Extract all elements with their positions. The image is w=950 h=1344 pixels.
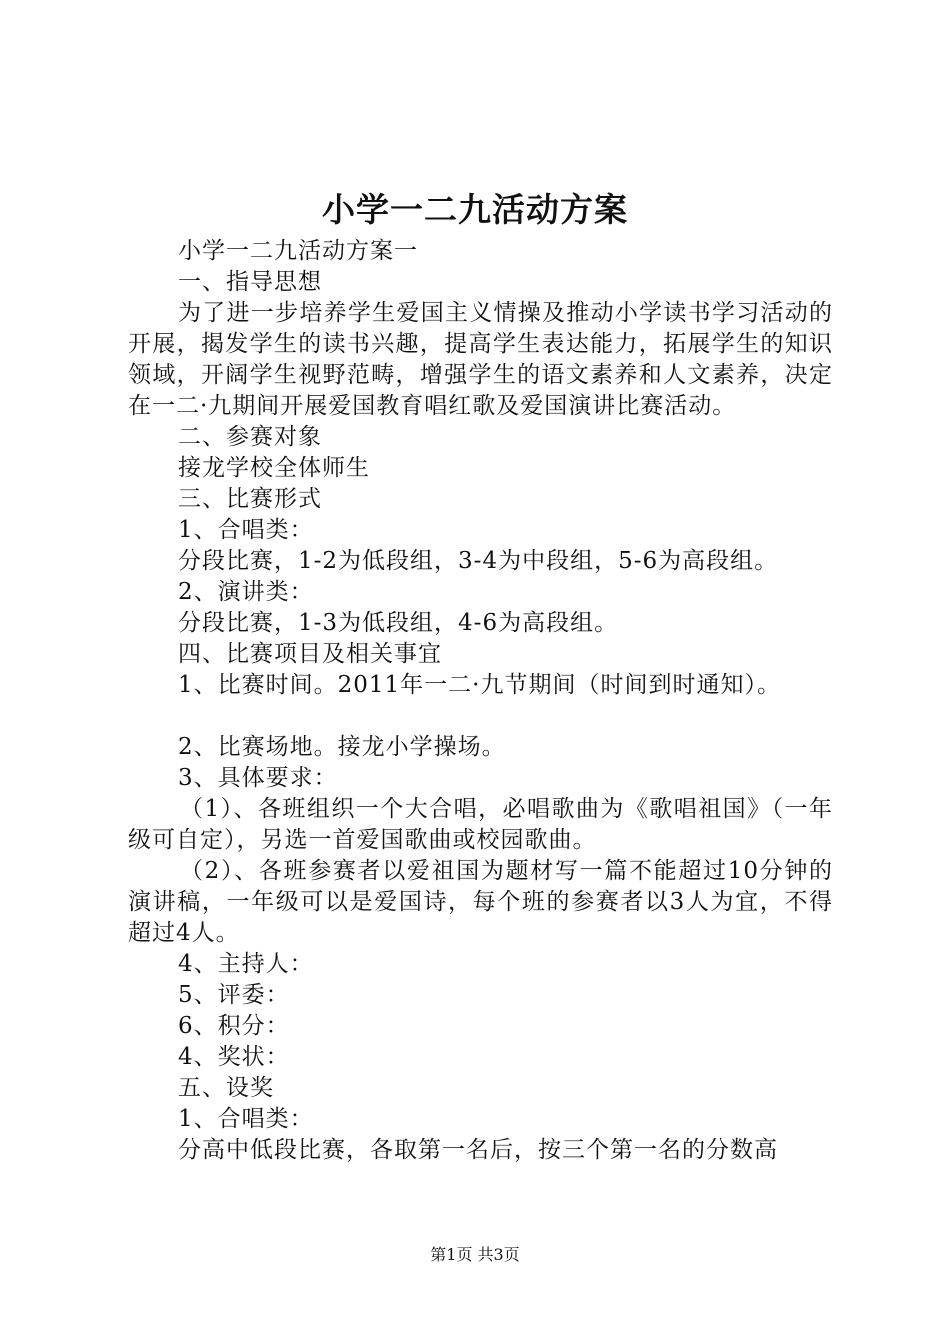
item-competition-time: 1、比赛时间。2011年一二·九节期间（时间到时通知）。 xyxy=(178,672,781,698)
paragraph-chorus-groups: 分段比赛，1-2为低段组，3-4为中段组，5-6为高段组。 xyxy=(178,548,779,574)
page-footer: 第1页 共3页 xyxy=(430,1245,520,1264)
document-body xyxy=(128,236,833,1166)
item-competition-venue: 2、比赛场地。接龙小学操场。 xyxy=(178,734,506,760)
item-specific-requirements: 3、具体要求： xyxy=(178,765,338,791)
paragraph-requirement-1: （1）、各班组织一个大合唱，必唱歌曲为《歌唱祖国》（一年级可自定），另选一首爱国歌曲或校园歌曲。 xyxy=(128,796,833,853)
heading-guiding-ideology: 一、指导思想 xyxy=(178,269,322,295)
item-scoring: 6、积分： xyxy=(178,1013,290,1039)
paragraph-participants: 接龙学校全体师生 xyxy=(178,455,370,481)
paragraph-awards-chorus: 分高中低段比赛，各取第一名后，按三个第一名的分数高 xyxy=(178,1137,778,1163)
item-chorus: 1、合唱类： xyxy=(178,517,314,543)
item-host: 4、主持人： xyxy=(178,951,314,977)
paragraph-speech-groups: 分段比赛，1-3为低段组，4-6为高段组。 xyxy=(178,610,619,636)
heading-competition-format: 三、比赛形式 xyxy=(178,486,322,512)
item-speech: 2、演讲类： xyxy=(178,579,314,605)
paragraph-requirement-2: （2）、各班参赛者以爱祖国为题材写一篇不能超过10分钟的演讲稿，一年级可以是爱国诗，每个班的参赛者以3人为宜，不得超过4人。 xyxy=(128,858,833,946)
paragraph-purpose: 为了进一步培养学生爱国主义情操及推动小学读书学习活动的开展，揭发学生的读书兴趣，提高学生表达能力，拓展学生的知识领域，开阔学生视野范畴，增强学生的语文素养和人文素养，决定在一二·九期间开展爱国教育唱红歌及爱国演讲比赛活动。 xyxy=(128,300,833,419)
item-awards-chorus: 1、合唱类： xyxy=(178,1106,314,1132)
heading-participants: 二、参赛对象 xyxy=(178,424,322,450)
item-certificates: 4、奖状： xyxy=(178,1044,290,1070)
item-judges: 5、评委： xyxy=(178,982,290,1008)
paragraph-subtitle: 小学一二九活动方案一 xyxy=(178,238,418,264)
heading-competition-items: 四、比赛项目及相关事宜 xyxy=(178,641,442,667)
heading-awards: 五、设奖 xyxy=(178,1075,274,1101)
document-title: 小学一二九活动方案 xyxy=(322,190,628,229)
